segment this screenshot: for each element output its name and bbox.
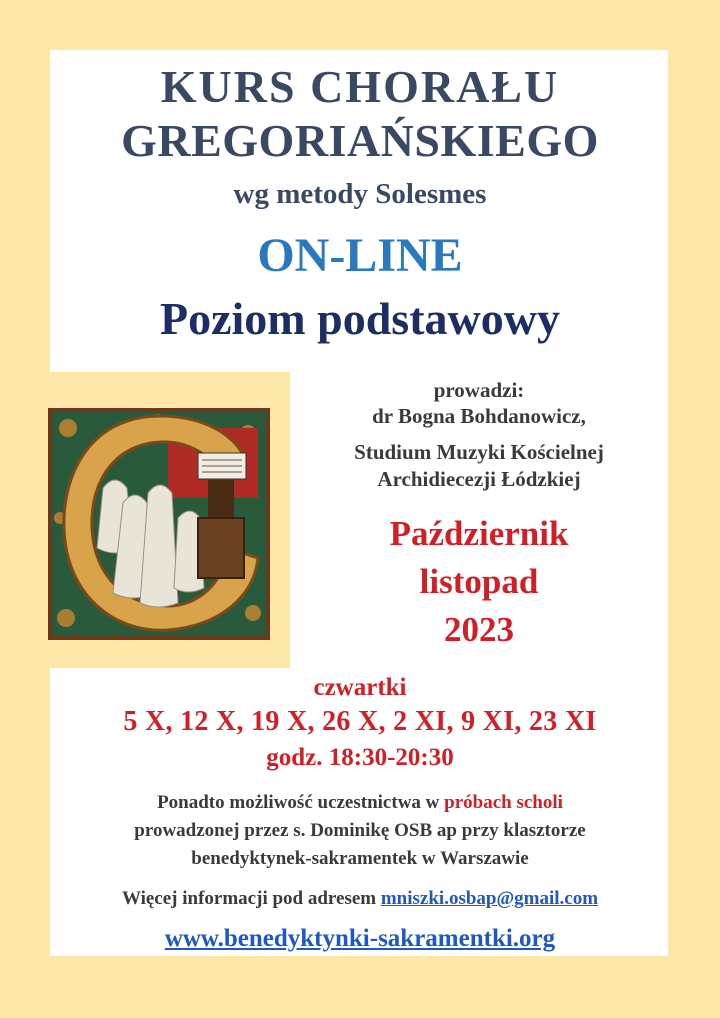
email-link[interactable]: mniszki.osbap@gmail.com [380, 888, 599, 909]
method-subtitle: wg metody Solesmes [233, 178, 487, 210]
extra-line-2: prowadzonej przez s. Dominikę OSB ap przy klasztorze [134, 820, 586, 841]
year: 2023 [444, 610, 514, 649]
level-label: Poziom podstawowy [160, 293, 560, 344]
schola-rehearsals-highlight: próbach scholi [444, 792, 563, 813]
website-line [0, 925, 720, 953]
leader-heading: prowadzi: [433, 378, 525, 402]
title-line-1: KURS CHORAŁU [160, 61, 560, 112]
extra-text: Ponadto możliwość uczestnictwa w [157, 792, 445, 813]
extra-line-3: benedyktynek-sakramentek w Warszawie [191, 848, 529, 869]
website-link[interactable]: www.benedyktynki-sakramentki.org [164, 925, 556, 952]
leader-institution-2: Archidiecezji Łódzkiej [377, 467, 581, 491]
leader-name: dr Bogna Bohdanowicz, [372, 404, 586, 428]
leader-institution-1: Studium Muzyki Kościelnej [354, 440, 604, 464]
title-line-2: GREGORIAŃSKIEGO [121, 115, 599, 166]
contact-label: Więcej informacji pod adresem [121, 888, 381, 909]
illuminated-initial-image [48, 408, 270, 640]
schedule-day: czwartki [313, 674, 407, 701]
month-october: Październik [389, 514, 569, 553]
extra-line-1 [0, 792, 720, 814]
schedule-dates: 5 X, 12 X, 19 X, 26 X, 2 XI, 9 XI, 23 XI [123, 706, 597, 737]
contact-line [0, 888, 720, 910]
month-november: listopad [419, 562, 539, 601]
format-label: ON-LINE [257, 229, 463, 282]
schedule-hours: godz. 18:30-20:30 [266, 744, 454, 771]
